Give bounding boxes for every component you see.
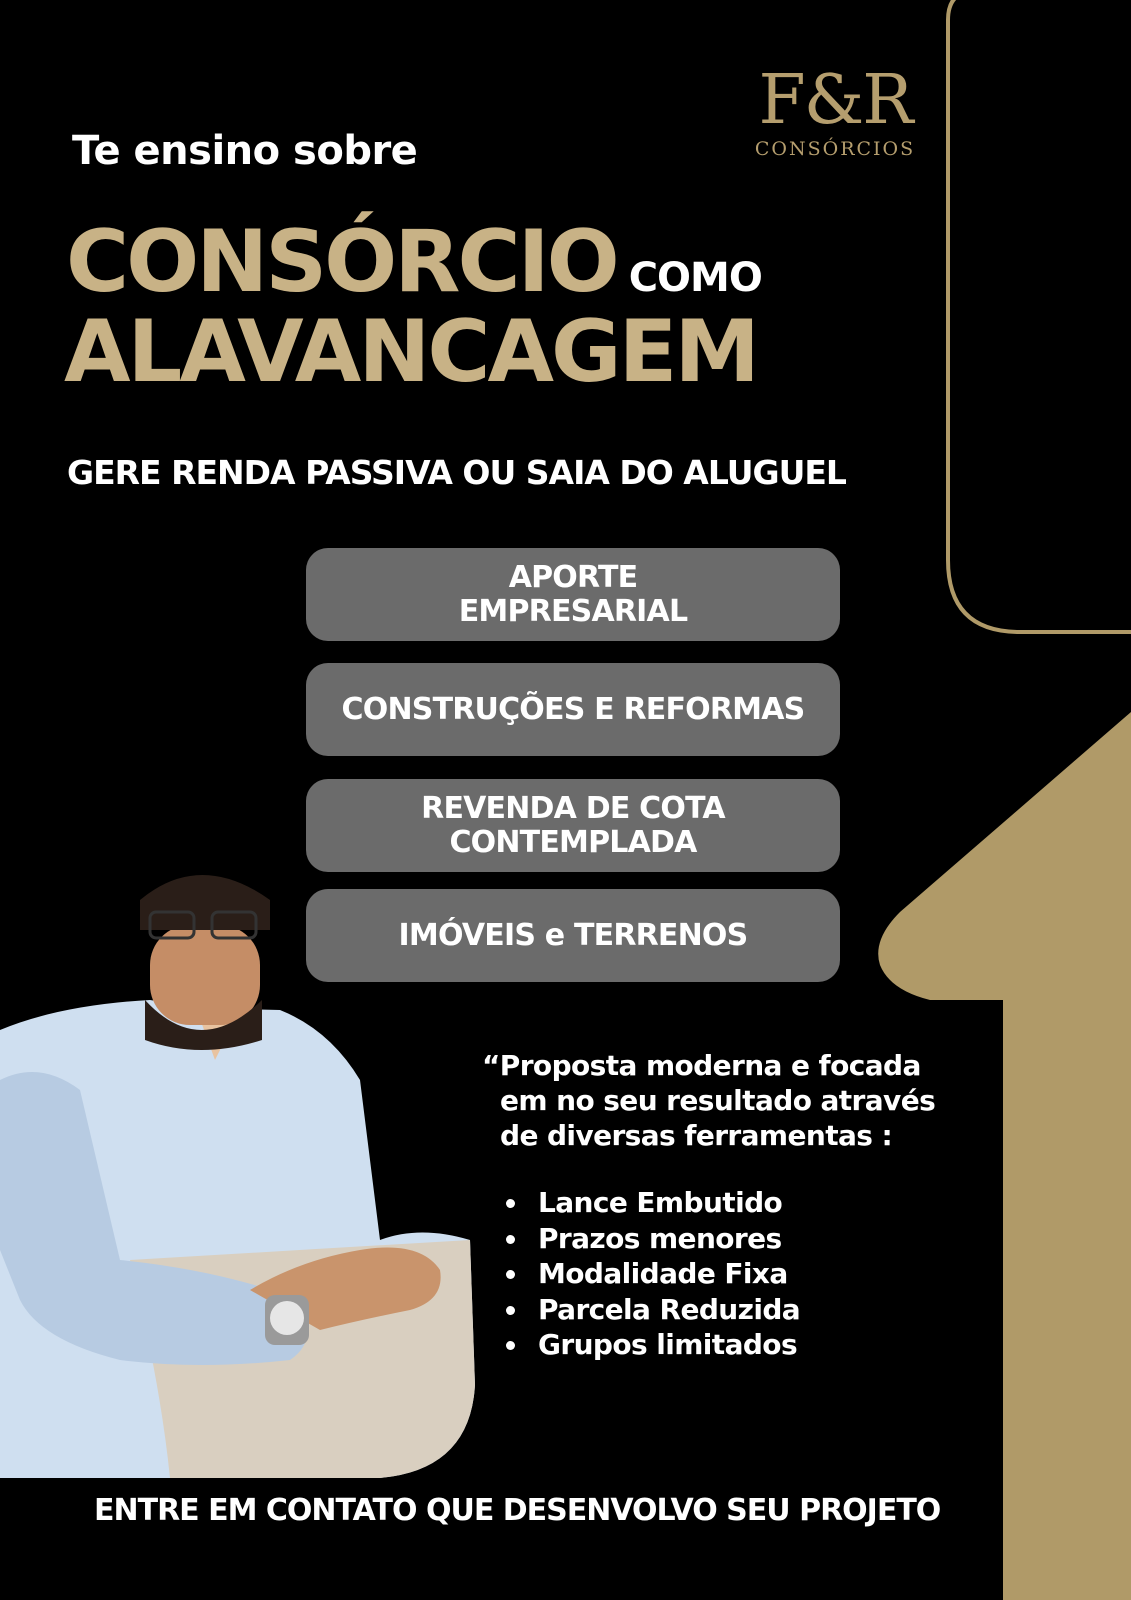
logo-mark: F&R [758, 61, 912, 140]
call-to-action: ENTRE EM CONTATO QUE DESENVOLVO SEU PROJETO [94, 1493, 941, 1528]
feature-item: Parcela Reduzida [502, 1292, 800, 1328]
logo-subtitle: CONSÓRCIOS [754, 138, 916, 160]
headline-connector: COMO [628, 255, 762, 301]
proposal-quote [482, 1048, 952, 1153]
service-label: REVENDA DE COTA CONTEMPLADA [421, 790, 725, 860]
service-label: IMÓVEIS e TERRENOS [398, 917, 748, 953]
intro-text: Te ensino sobre [72, 128, 418, 174]
headline-consorcio: CONSÓRCIO [66, 212, 617, 312]
service-pill-imoveis [306, 889, 840, 982]
feature-item: Prazos menores [502, 1221, 800, 1257]
quote-text: “Proposta moderna e focada em no seu resultado através de diversas ferramentas : [482, 1049, 936, 1152]
brand-logo [740, 62, 930, 160]
headline-line-1 [66, 212, 762, 312]
service-pill-construcoes [306, 663, 840, 756]
feature-item: Grupos limitados [502, 1327, 800, 1363]
gold-house-shape [878, 712, 1131, 1600]
features-list [502, 1185, 800, 1363]
service-pill-revenda [306, 779, 840, 872]
feature-item: Modalidade Fixa [502, 1256, 800, 1292]
headline-alavancagem: ALAVANCAGEM [64, 302, 757, 402]
service-label: APORTE EMPRESARIAL [458, 559, 688, 629]
feature-item: Lance Embutido [502, 1185, 800, 1221]
subheadline: GERE RENDA PASSIVA OU SAIA DO ALUGUEL [67, 453, 846, 492]
service-label: CONSTRUÇÕES E REFORMAS [341, 691, 805, 727]
gold-outline-frame [948, 0, 1131, 632]
service-pill-aporte [306, 548, 840, 641]
